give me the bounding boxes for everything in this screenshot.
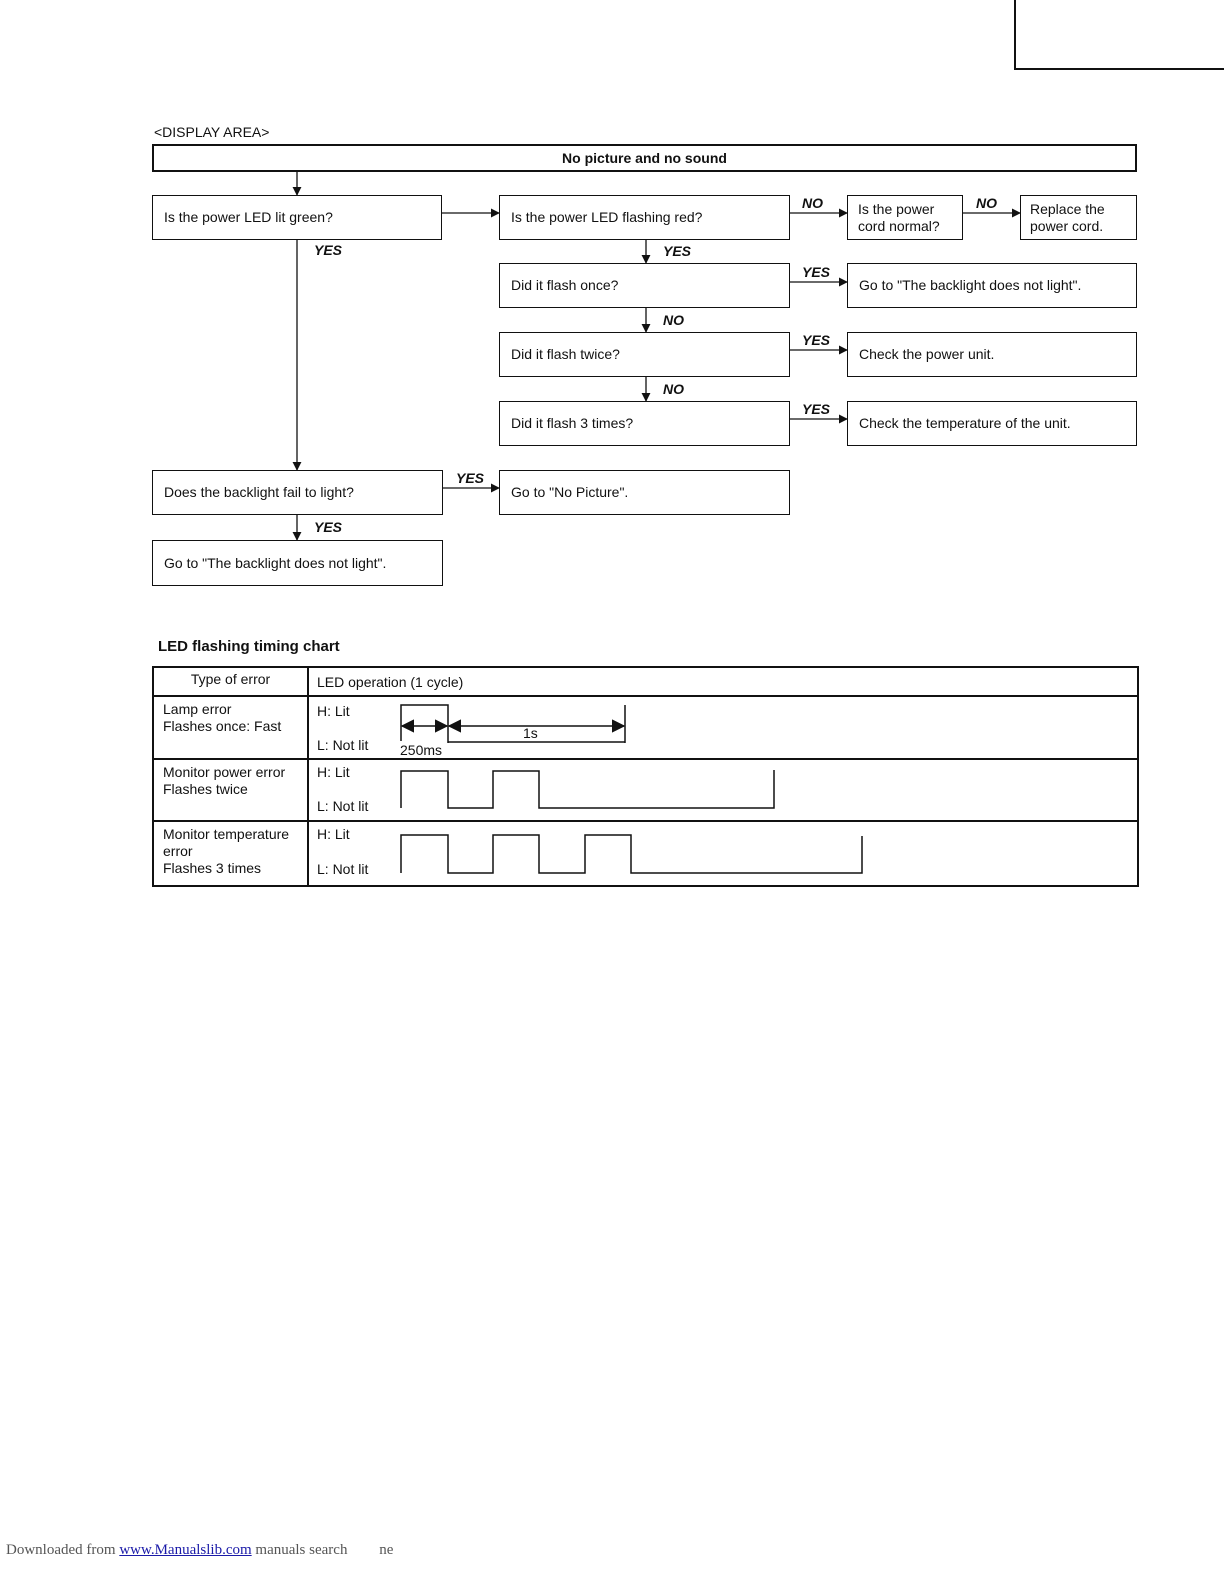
box-led-green: Is the power LED lit green? xyxy=(152,195,442,240)
error-detail: Flashes 3 times xyxy=(163,860,262,876)
waveform-cell xyxy=(308,696,1138,759)
timing-header-row xyxy=(153,667,1138,696)
table-row xyxy=(153,696,1138,759)
box-replace-cord: Replace the power cord. xyxy=(1020,195,1137,240)
box-goto-backlight-2: Go to "The backlight does not light". xyxy=(152,540,443,586)
high-label: H: Lit xyxy=(317,764,350,780)
timing-chart-title: LED flashing timing chart xyxy=(158,638,340,655)
low-label: L: Not lit xyxy=(317,737,369,753)
label-yes: YES xyxy=(802,401,831,417)
high-label: H: Lit xyxy=(317,826,350,842)
waveform-temperature-error xyxy=(309,822,1149,886)
box-power-cord: Is the power cord normal? xyxy=(847,195,963,240)
label-no: NO xyxy=(663,312,684,328)
error-cell xyxy=(153,696,308,759)
label-yes: YES xyxy=(802,332,831,348)
header-led-operation: LED operation (1 cycle) xyxy=(308,667,1138,696)
label-yes: YES xyxy=(663,243,692,259)
footer-suffix: manuals search xyxy=(255,1542,348,1558)
low-label: L: Not lit xyxy=(317,861,369,877)
header-type-of-error: Type of error xyxy=(153,667,308,696)
label-1s: 1s xyxy=(523,725,538,741)
footer-link[interactable]: www.Manualslib.com xyxy=(119,1542,252,1558)
waveform-trace xyxy=(401,770,774,808)
table-row xyxy=(153,821,1138,886)
low-label: L: Not lit xyxy=(317,798,369,814)
waveform-cell xyxy=(308,821,1138,886)
label-no: NO xyxy=(976,195,997,211)
label-no: NO xyxy=(802,195,823,211)
footer-tail: ne xyxy=(379,1542,394,1558)
waveform-trace xyxy=(401,835,862,873)
timing-table xyxy=(152,666,1139,887)
error-cell xyxy=(153,821,308,886)
error-detail: Flashes once: Fast xyxy=(163,718,282,734)
box-goto-no-picture: Go to "No Picture". xyxy=(499,470,790,515)
label-yes: YES xyxy=(456,470,485,486)
footer xyxy=(6,1542,393,1559)
label-yes: YES xyxy=(314,519,343,535)
box-backlight-fail: Does the backlight fail to light? xyxy=(152,470,443,515)
error-detail: Flashes twice xyxy=(163,781,248,797)
table-row xyxy=(153,759,1138,821)
box-check-temp: Check the temperature of the unit. xyxy=(847,401,1137,446)
label-yes: YES xyxy=(314,242,343,258)
pulse-1 xyxy=(401,705,448,743)
high-label: H: Lit xyxy=(317,703,350,719)
box-check-power: Check the power unit. xyxy=(847,332,1137,377)
label-250ms: 250ms xyxy=(400,742,443,758)
box-flash-3: Did it flash 3 times? xyxy=(499,401,790,446)
waveform-cell xyxy=(308,759,1138,821)
box-flash-twice: Did it flash twice? xyxy=(499,332,790,377)
label-yes: YES xyxy=(802,264,831,280)
error-cell xyxy=(153,759,308,821)
waveform-lamp-error xyxy=(309,697,1149,761)
box-goto-backlight-1: Go to "The backlight does not light". xyxy=(847,263,1137,308)
waveform-power-error xyxy=(309,760,1149,822)
flowchart-title: No picture and no sound xyxy=(152,144,1137,172)
section-label: <DISPLAY AREA> xyxy=(154,124,270,140)
box-led-red: Is the power LED flashing red? xyxy=(499,195,790,240)
label-no: NO xyxy=(663,381,684,397)
error-name: Monitor temperature error xyxy=(163,826,290,859)
footer-prefix: Downloaded from xyxy=(6,1542,116,1558)
error-name: Monitor power error xyxy=(163,764,286,780)
box-flash-once: Did it flash once? xyxy=(499,263,790,308)
error-name: Lamp error xyxy=(163,701,232,717)
